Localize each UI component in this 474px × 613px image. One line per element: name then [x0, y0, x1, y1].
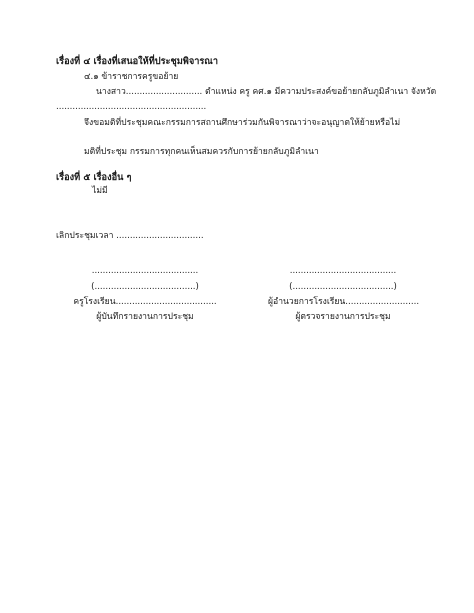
right-signature-name: (.....................................)	[289, 282, 397, 292]
section5-content: ไม่มี	[92, 186, 108, 196]
resolution-text: มติที่ประชุม กรรมการทุกคนเห็นสมควรกับการย้ายกลับภูมิลำเนา	[84, 147, 319, 157]
section5-heading: เรื่องที่ ๕ เรื่องอื่น ๆ	[56, 172, 132, 183]
section4-heading: เรื่องที่ ๔ เรื่องที่เสนอให้ที่ประชุมพิจารณา	[56, 56, 218, 67]
left-signature-position: ครูโรงเรียน.....................................	[73, 297, 217, 307]
section4-item: ๔.๑ ข้าราชการครูขอย้าย	[84, 72, 179, 82]
right-signature-dots: .......................................	[289, 266, 397, 276]
right-signature-role: ผู้ตรวจรายงานการประชุม	[295, 312, 391, 322]
closing-time: เลิกประชุมเวลา ................................	[56, 231, 204, 241]
right-signature-position: ผู้อำนวยการโรงเรียน...........................	[268, 297, 420, 307]
left-signature-role: ผู้บันทึกรายงานการประชุม	[96, 312, 194, 322]
left-signature-name: (.....................................)	[91, 282, 199, 292]
continuation-dots: .......................................................	[56, 102, 207, 112]
request-text: จึงขอมติที่ประชุมคณะกรรมการสถานศึกษาร่วมกันพิจารณาว่าจะอนุญาตให้ย้ายหรือไม่	[84, 118, 401, 128]
teacher-line: นางสาว............................ ตำแหน่ง ครู คศ.๑ มีความประสงค์ขอย้ายกลับภูมิลำเนา จังหวัด	[96, 87, 437, 97]
left-signature-dots: .......................................	[91, 266, 199, 276]
